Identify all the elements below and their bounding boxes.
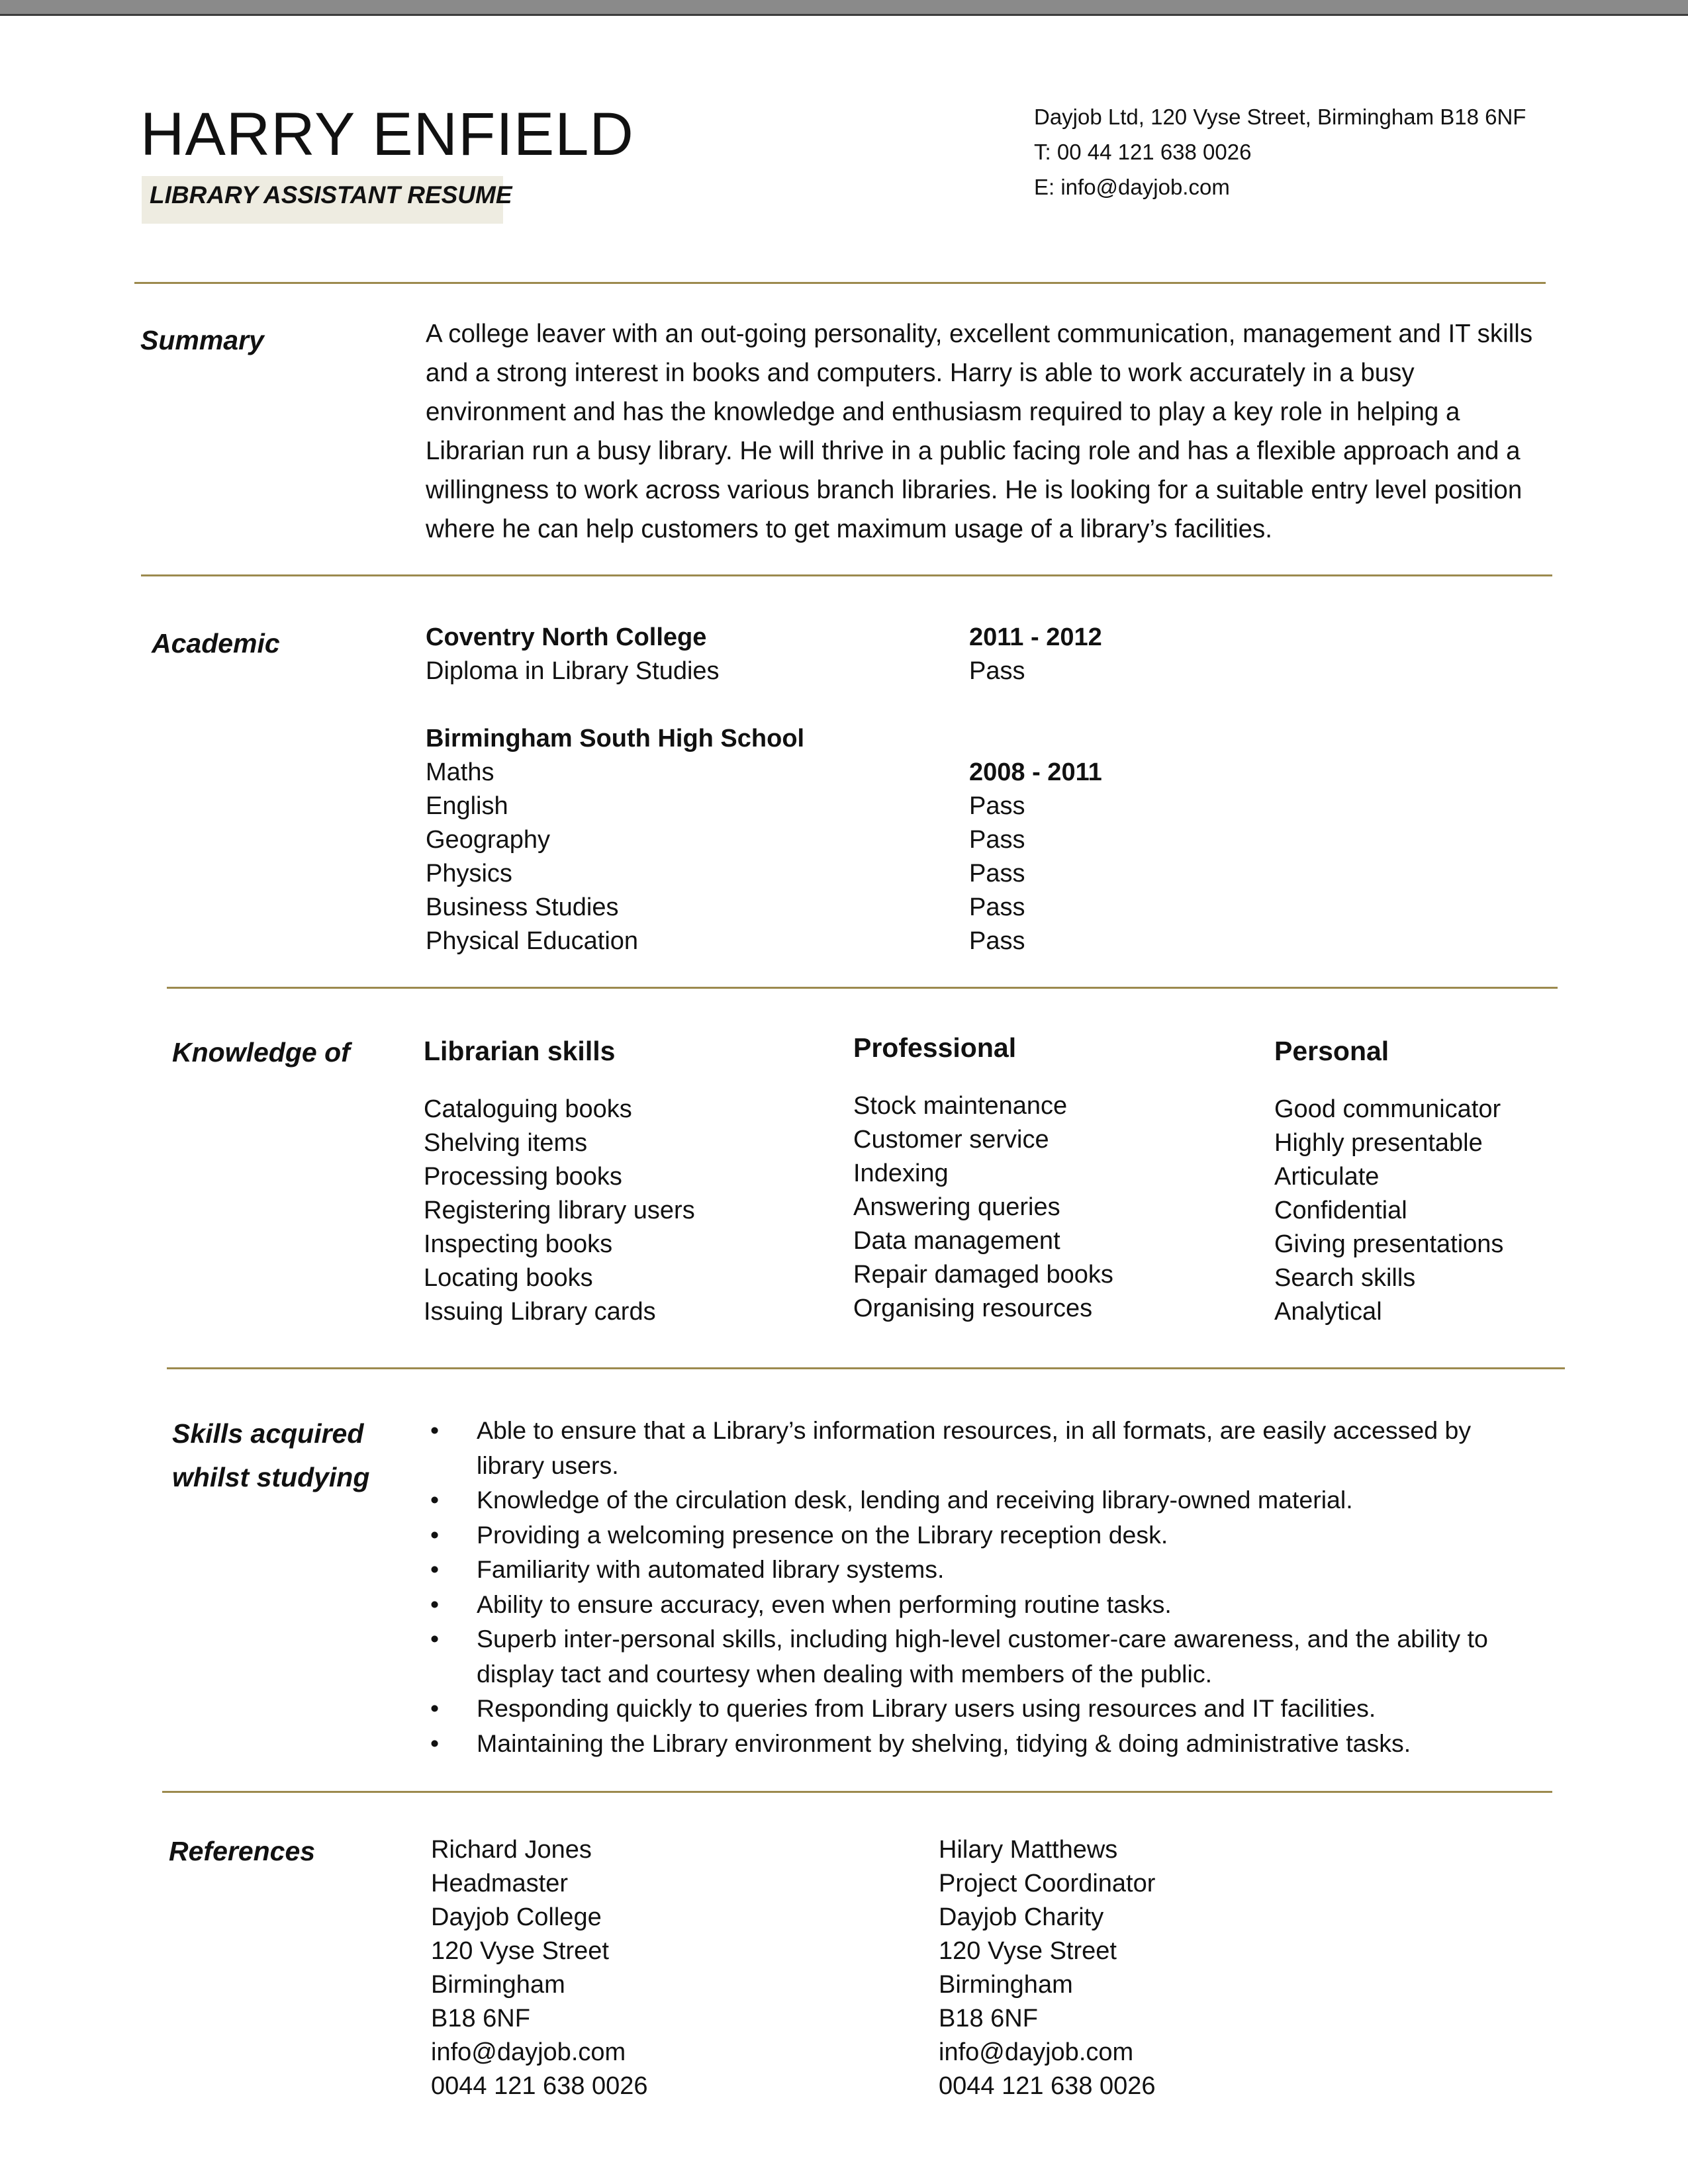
list-item: Articulate: [1274, 1163, 1380, 1191]
list-item: Stock maintenance: [853, 1092, 1068, 1120]
reference-street: 120 Vyse Street: [939, 1937, 1117, 1965]
list-item: Customer service: [853, 1126, 1049, 1154]
skill-text: Knowledge of the circulation desk, lending and receiving library-owned material.: [477, 1486, 1353, 1514]
candidate-name: HARRY ENFIELD: [140, 101, 634, 168]
list-item: Inspecting books: [424, 1230, 613, 1258]
reference-organisation: Dayjob College: [431, 1903, 602, 1931]
reference-role: Project Coordinator: [939, 1870, 1156, 1897]
school-result: Pass: [969, 927, 1025, 955]
list-item: [425, 1518, 1517, 1553]
knowledge-column-heading: Librarian skills: [424, 1036, 616, 1066]
reference-organisation: Dayjob Charity: [939, 1903, 1104, 1931]
bullet-icon: •: [430, 1555, 440, 1583]
school-subject: English: [426, 792, 508, 820]
college-result: Pass: [969, 657, 1025, 685]
reference-email: info@dayjob.com: [431, 2038, 626, 2066]
resume-subtitle: LIBRARY ASSISTANT RESUME: [150, 181, 512, 208]
summary-heading: Summary: [140, 325, 264, 355]
list-item: [425, 1691, 1517, 1726]
reference-postcode: B18 6NF: [431, 2005, 530, 2032]
list-item: Data management: [853, 1227, 1060, 1255]
academic-spacer: [969, 688, 1102, 722]
academic-spacer: [969, 722, 1102, 756]
references-heading: References: [169, 1836, 316, 1866]
divider-header: [134, 282, 1546, 284]
list-item: Shelving items: [424, 1129, 588, 1157]
list-item: Locating books: [424, 1264, 593, 1292]
skills-heading-line: Skills acquired: [172, 1418, 364, 1449]
bullet-icon: •: [430, 1729, 440, 1757]
list-item: Search skills: [1274, 1264, 1416, 1292]
skill-text: Ability to ensure accuracy, even when performing routine tasks.: [477, 1590, 1172, 1618]
contact-phone: T: 00 44 121 638 0026: [1034, 140, 1252, 164]
college-course: Diploma in Library Studies: [426, 657, 720, 685]
list-item: Indexing: [853, 1160, 949, 1187]
bullet-icon: •: [430, 1694, 440, 1722]
list-item: Confidential: [1274, 1197, 1407, 1224]
knowledge-column-heading: Personal: [1274, 1036, 1389, 1066]
bullet-icon: •: [430, 1520, 440, 1549]
knowledge-heading: Knowledge of: [172, 1037, 350, 1068]
top-bar: [0, 0, 1688, 16]
list-item: Issuing Library cards: [424, 1298, 656, 1326]
reference-postcode: B18 6NF: [939, 2005, 1038, 2032]
school-subject: Geography: [426, 826, 551, 854]
list-item: Good communicator: [1274, 1095, 1501, 1123]
reference-name: Hilary Matthews: [939, 1836, 1118, 1864]
college-years: 2011 - 2012: [969, 623, 1102, 651]
reference-street: 120 Vyse Street: [431, 1937, 609, 1965]
divider-knowledge: [167, 1367, 1565, 1369]
list-item: Answering queries: [853, 1193, 1060, 1221]
list-item: Cataloguing books: [424, 1095, 632, 1123]
academic-heading: Academic: [152, 628, 280, 659]
knowledge-list: [424, 1093, 695, 1329]
bullet-icon: •: [430, 1416, 440, 1444]
list-item: Registering library users: [424, 1197, 695, 1224]
skill-text: Responding quickly to queries from Library users using resources and IT facilities.: [477, 1694, 1376, 1722]
contact-email: E: info@dayjob.com: [1034, 175, 1230, 199]
list-item: [425, 1482, 1517, 1518]
skill-text: Providing a welcoming presence on the Library reception desk.: [477, 1520, 1168, 1549]
reference-name: Richard Jones: [431, 1836, 592, 1864]
knowledge-column-personal: [1274, 1031, 1503, 1329]
list-item: [425, 1621, 1517, 1691]
divider-skills: [162, 1791, 1552, 1793]
list-item: [425, 1552, 1517, 1587]
bullet-icon: •: [430, 1625, 440, 1653]
school-subject: Physics: [426, 860, 512, 887]
bullet-icon: •: [430, 1590, 440, 1618]
school-result: Pass: [969, 860, 1025, 887]
list-item: [425, 1587, 1517, 1622]
reference-city: Birmingham: [939, 1971, 1073, 1999]
reference-role: Headmaster: [431, 1870, 568, 1897]
list-item: [425, 1413, 1517, 1482]
list-item: Giving presentations: [1274, 1230, 1504, 1258]
knowledge-list: [853, 1089, 1113, 1326]
school-subject: Physical Education: [426, 927, 639, 955]
skill-text: Able to ensure that a Library’s information resources, in all formats, are easily accessed by library users.: [477, 1416, 1472, 1479]
knowledge-column-librarian: [424, 1031, 695, 1329]
contact-address: Dayjob Ltd, 120 Vyse Street, Birmingham B18 6NF: [1034, 105, 1526, 129]
school-subject: Business Studies: [426, 893, 619, 921]
list-item: Processing books: [424, 1163, 622, 1191]
reference-phone: 0044 121 638 0026: [431, 2072, 648, 2100]
list-item: [425, 1726, 1517, 1761]
skills-heading-line: whilst studying: [172, 1462, 370, 1492]
skill-text: Maintaining the Library environment by shelving, tidying & doing administrative tasks.: [477, 1729, 1411, 1757]
school-years: 2008 - 2011: [969, 758, 1102, 786]
skills-heading: [172, 1412, 369, 1499]
skills-list: [425, 1413, 1517, 1760]
divider-academic: [167, 987, 1558, 989]
knowledge-column-heading: Professional: [853, 1032, 1017, 1063]
school-result: Pass: [969, 792, 1025, 820]
contact-block: [1034, 99, 1526, 205]
knowledge-column-professional: [853, 1028, 1113, 1326]
school-result: Pass: [969, 893, 1025, 921]
reference-phone: 0044 121 638 0026: [939, 2072, 1156, 2100]
reference-1: [431, 1833, 648, 2103]
reference-2: [939, 1833, 1156, 2103]
college-name: Coventry North College: [426, 623, 707, 651]
skill-text: Superb inter-personal skills, including high-level customer-care awareness, and the ability to display tact and courtesy when dealing with members of the public.: [477, 1625, 1488, 1688]
knowledge-list: [1274, 1093, 1503, 1329]
list-item: Highly presentable: [1274, 1129, 1483, 1157]
school-result: Pass: [969, 826, 1025, 854]
skill-text: Familiarity with automated library systems.: [477, 1555, 945, 1583]
school-subject: Maths: [426, 758, 494, 786]
academic-right-column: [969, 621, 1102, 958]
divider-summary: [141, 574, 1552, 576]
reference-email: info@dayjob.com: [939, 2038, 1134, 2066]
school-name: Birmingham South High School: [426, 725, 805, 752]
list-item: Organising resources: [853, 1295, 1093, 1322]
academic-left-column: [426, 621, 804, 958]
reference-city: Birmingham: [431, 1971, 565, 1999]
bullet-icon: •: [430, 1486, 440, 1514]
list-item: Repair damaged books: [853, 1261, 1113, 1289]
list-item: Analytical: [1274, 1298, 1382, 1326]
summary-text: A college leaver with an out-going personality, excellent communication, management and IT skills and a strong interest in books and computers. Harry is able to work accurately in a busy environment and has the knowledge and enthusiasm required to play a key role in helping a Librarian run a busy library. He will thrive in a public facing role and has a flexible approach and a willingness to work across various branch libraries. He is looking for a suitable entry level position where he can help customers to get maximum usage of a library’s facilities.: [426, 320, 1533, 543]
academic-spacer: [426, 688, 804, 722]
